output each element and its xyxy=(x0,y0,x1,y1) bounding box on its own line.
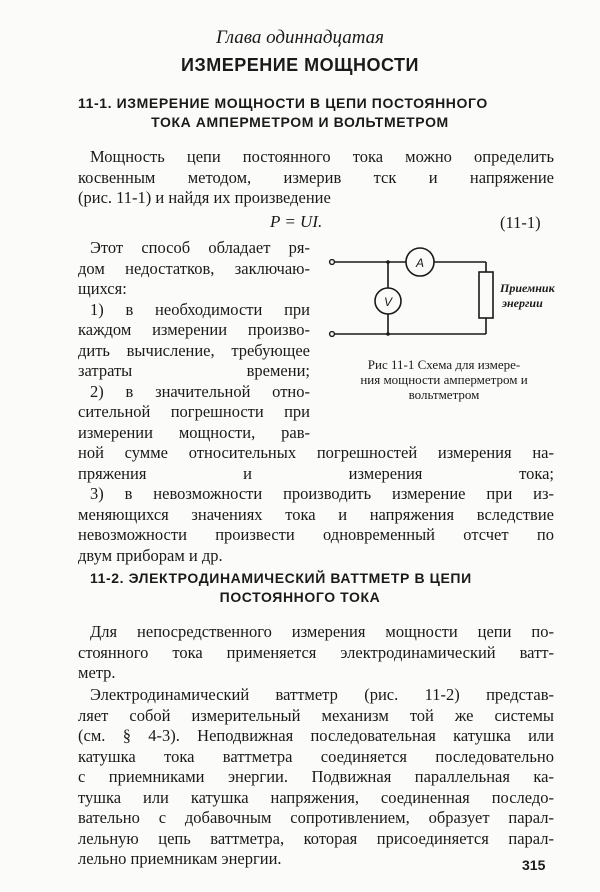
text-line: меняющихся значениях тока и напряжения вследствие xyxy=(78,504,554,524)
load-resistor xyxy=(479,272,493,318)
figure-caption xyxy=(326,357,562,402)
text-line: лельно приемникам энергии. xyxy=(78,849,282,868)
caption-line: вольтметром xyxy=(408,387,480,402)
text-line: катушка тока ваттметра соединяется последовательно xyxy=(78,746,554,766)
text-line: Для непосредственного измерения мощности цепи по- xyxy=(90,622,554,641)
text-line: 1) в необходимости при xyxy=(90,299,310,319)
text-line: пряжения и измерения тока; xyxy=(78,463,554,483)
section-1-heading-line-1: 11-1. ИЗМЕРЕНИЕ МОЩНОСТИ В ЦЕПИ ПОСТОЯННОГО xyxy=(78,95,488,111)
section-2-paragraph-2 xyxy=(78,685,554,870)
text-line: щихся: xyxy=(78,279,127,298)
text-line: тушка или катушка напряжения, соединенная последо- xyxy=(78,787,554,807)
section-2-paragraph-1 xyxy=(78,622,554,684)
text-line: (рис. 11-1) и найдя их произведение xyxy=(78,188,331,207)
text-line: сительной погрешности при xyxy=(78,402,310,421)
measurement-circuit-diagram xyxy=(320,242,564,348)
text-line: Электродинамический ваттметр (рис. 11-2) представ- xyxy=(90,685,554,704)
section-1-wide-paragraph xyxy=(78,443,554,566)
voltmeter-label: V xyxy=(383,295,393,309)
text-line: косвенным методом, измерив тск и напряжение xyxy=(78,167,554,187)
chapter-title: ИЗМЕРЕНИЕ МОЩНОСТИ xyxy=(181,55,419,75)
load-label-line-2: энергии xyxy=(502,296,543,310)
load-label-line-1: Приемник xyxy=(500,281,555,295)
junction-top-dot xyxy=(386,260,390,264)
text-line: Мощность цепи постоянного тока можно определить xyxy=(90,147,554,166)
formula: P = UI. xyxy=(270,212,323,231)
text-line: затраты времени; xyxy=(78,361,310,380)
text-line: дить вычисление, требующее xyxy=(78,340,310,360)
caption-line: ния мощности амперметром и xyxy=(360,372,528,387)
section-1-heading-line-2: ТОКА АМПЕРМЕТРОМ И ВОЛЬТМЕТРОМ xyxy=(151,114,449,130)
text-line: ной сумме относительных погрешностей измерения на- xyxy=(78,443,554,462)
terminal-bottom-icon xyxy=(330,332,335,337)
text-line: 3) в невозможности производить измерение при из- xyxy=(90,484,554,503)
section-2-heading-line-2: ПОСТОЯННОГО ТОКА xyxy=(219,589,381,605)
section-2-heading-line-1: 11-2. ЭЛЕКТРОДИНАМИЧЕСКИЙ ВАТТМЕТР В ЦЕПИ xyxy=(90,570,472,586)
text-line: лельную цепь ваттметра, которая присоединяется парал- xyxy=(78,828,554,848)
section-1-narrow-paragraph xyxy=(78,238,310,443)
caption-line: Рис 11-1 Схема для измере- xyxy=(367,357,521,372)
text-line: вательно с добавочным сопротивлением, образует парал- xyxy=(78,808,554,827)
text-line: невозможности произвести одновременный отсчет по xyxy=(78,525,554,544)
terminal-top-icon xyxy=(330,260,335,265)
text-line: каждом измерении произво- xyxy=(78,320,310,339)
chapter-label: Глава одиннадцатая xyxy=(215,27,385,48)
ammeter-label: A xyxy=(415,256,425,270)
section-1-intro-paragraph xyxy=(78,147,554,209)
text-line: дом недостатков, заключаю- xyxy=(78,258,310,278)
text-line: ляет собой измерительный механизм той же системы xyxy=(78,705,554,725)
junction-bottom-dot xyxy=(386,332,390,336)
text-line: с приемниками энергии. Подвижная параллельная ка- xyxy=(78,767,554,786)
text-line: метр. xyxy=(78,663,116,682)
text-line: измерении мощности, рав- xyxy=(78,422,310,442)
text-line: (см. § 4-3). Неподвижная последовательная катушка или xyxy=(78,726,554,745)
text-line: Этот способ обладает ря- xyxy=(90,238,310,257)
formula-number: (11-1) xyxy=(500,213,541,232)
text-line: 2) в значительной отно- xyxy=(90,381,310,401)
text-line: стоянного тока применяется электродинамический ватт- xyxy=(78,642,554,662)
page-number: 315 xyxy=(522,857,546,873)
text-line: двум приборам и др. xyxy=(78,545,223,565)
